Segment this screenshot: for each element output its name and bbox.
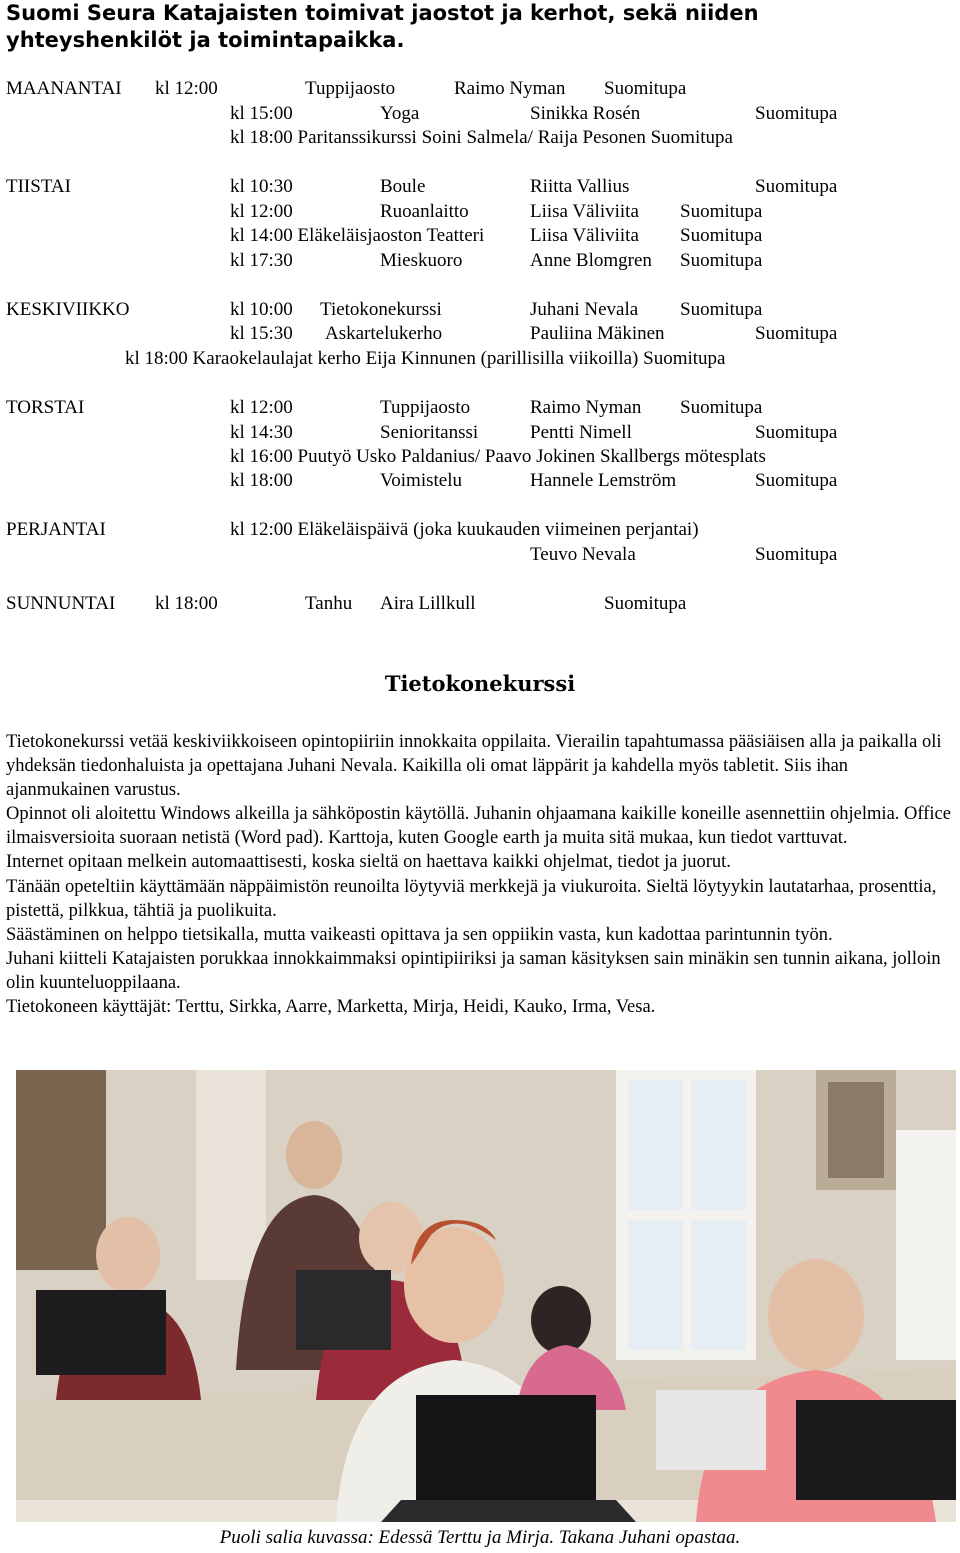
schedule-row: kl 18:00 Paritanssikurssi Soini Salmela/ Raija Pesonen Suomitupa bbox=[230, 127, 733, 148]
location: Suomitupa bbox=[755, 544, 838, 565]
contact-person: Pentti Nimell bbox=[530, 422, 632, 443]
time: kl 10:30 bbox=[230, 176, 293, 197]
page-heading: Suomi Seura Katajaisten toimivat jaostot ja kerhot, sekä niiden yhteyshenkilöt ja toimintapaikka. bbox=[6, 1, 759, 52]
article-paragraph: Opinnot oli aloitettu Windows alkeilla ja sähköpostin käytöllä. Juhanin ohjaamana kaikille koneille asennettiin ohjelmia. Office ilmaisversioita suoraan netistä (Word pad). Karttoja, kuten Google earth ja muita sitä mukaa, kun tiedot varttuvat. bbox=[6, 804, 951, 849]
contact-person: Juhani Nevala bbox=[530, 299, 639, 320]
location: Suomitupa bbox=[604, 593, 687, 614]
contact-person: Liisa Väliviita bbox=[530, 225, 639, 246]
article-body bbox=[6, 730, 956, 1019]
contact-person: Anne Blomgren bbox=[530, 250, 652, 271]
day-label: TORSTAI bbox=[6, 397, 85, 418]
location: Suomitupa bbox=[755, 323, 838, 344]
contact-person: Raimo Nyman bbox=[454, 78, 566, 99]
location: Suomitupa bbox=[755, 422, 838, 443]
location: Suomitupa bbox=[680, 397, 763, 418]
class-photo-illustration bbox=[16, 1070, 956, 1522]
day-label: SUNNUNTAI bbox=[6, 593, 116, 614]
location: Suomitupa bbox=[755, 470, 838, 491]
location: Suomitupa bbox=[755, 103, 838, 124]
group-name: Ruoanlaitto bbox=[380, 201, 469, 222]
location: Suomitupa bbox=[604, 78, 687, 99]
article-paragraph: Tänään opeteltiin käyttämään näppäimistön reunoilta löytyviä merkkejä ja viukuroita. Sieltä löytyykin lautatarhaa, prosenttia, pistettä, pilkkua, tähtiä ja puolikuita. bbox=[6, 876, 937, 921]
time: kl 18:00 bbox=[155, 593, 218, 614]
time: kl 10:00 bbox=[230, 299, 293, 320]
photo-caption: Puoli salia kuvassa: Edessä Terttu ja Mirja. Takana Juhani opastaa. bbox=[219, 1527, 741, 1548]
location: Suomitupa bbox=[680, 225, 763, 246]
location: Suomitupa bbox=[755, 176, 838, 197]
day-label: TIISTAI bbox=[6, 176, 71, 197]
contact-person: Sinikka Rosén bbox=[530, 103, 641, 124]
time: kl 15:30 bbox=[230, 323, 293, 344]
article-title: Tietokonekurssi bbox=[384, 671, 576, 696]
day-label: KESKIVIIKKO bbox=[6, 299, 130, 320]
contact-person: Hannele Lemström bbox=[530, 470, 677, 491]
location: Suomitupa bbox=[680, 299, 763, 320]
time: kl 12:00 bbox=[155, 78, 218, 99]
time-and-group: kl 14:00 Eläkeläisjaoston Teatteri bbox=[230, 225, 485, 246]
group-name: Tuppijaosto bbox=[305, 78, 396, 99]
time: kl 18:00 bbox=[230, 470, 293, 491]
contact-person: Aira Lillkull bbox=[380, 593, 476, 614]
group-name: Senioritanssi bbox=[380, 422, 479, 443]
time: kl 14:30 bbox=[230, 422, 293, 443]
contact-person: Raimo Nyman bbox=[530, 397, 642, 418]
contact-person: Riitta Vallius bbox=[530, 176, 630, 197]
group-name: Boule bbox=[380, 176, 426, 197]
group-name: Voimistelu bbox=[380, 470, 462, 491]
article-paragraph: Tietokonekurssi vetää keskiviikkoiseen opintopiiriin innokkaita oppilaita. Vierailin tapahtumassa pääsiäisen alla ja paikalla oli yhdeksän tiedonhaluista ja opettajana Juhani Nevala. Kaikilla oli omat läppärit ja kahdella myös tabletit. Siis ihan ajanmukainen varustus. bbox=[6, 732, 942, 801]
time: kl 15:00 bbox=[230, 103, 293, 124]
contact-person: Pauliina Mäkinen bbox=[530, 323, 665, 344]
time: kl 12:00 bbox=[230, 201, 293, 222]
day-label: PERJANTAI bbox=[6, 519, 106, 540]
schedule-row: kl 16:00 Puutyö Usko Paldanius/ Paavo Jokinen Skallbergs mötesplats bbox=[230, 446, 766, 467]
class-photo bbox=[16, 1070, 956, 1522]
group-name: Yoga bbox=[380, 103, 420, 124]
location: Suomitupa bbox=[680, 201, 763, 222]
contact-person: Liisa Väliviita bbox=[530, 201, 639, 222]
day-label: MAANANTAI bbox=[6, 78, 122, 99]
article-paragraph: Säästäminen on helppo tietsikalla, mutta vaikeasti opittava ja sen oppiikin vasta, kun kadottaa parintunnin työn. bbox=[6, 924, 833, 945]
event-text: kl 12:00 Eläkeläispäivä (joka kuukauden viimeinen perjantai) bbox=[230, 519, 699, 540]
time: kl 17:30 bbox=[230, 250, 293, 271]
group-name: Tanhu bbox=[305, 593, 353, 614]
group-name: Tuppijaosto bbox=[380, 397, 471, 418]
location: Suomitupa bbox=[680, 250, 763, 271]
time: kl 12:00 bbox=[230, 397, 293, 418]
group-name: Mieskuoro bbox=[380, 250, 463, 271]
article-paragraph: Internet opitaan melkein automaattisesti, koska sieltä on haettava kaikki ohjelmat, tiedot ja juorut. bbox=[6, 852, 731, 873]
contact-person: Teuvo Nevala bbox=[530, 544, 636, 565]
group-name: Tietokonekurssi bbox=[320, 299, 442, 320]
group-name: Askartelukerho bbox=[325, 323, 443, 344]
schedule-row: kl 18:00 Karaokelaulajat kerho Eija Kinnunen (parillisilla viikoilla) Suomitupa bbox=[125, 348, 726, 369]
article-paragraph: Tietokoneen käyttäjät: Terttu, Sirkka, Aarre, Marketta, Mirja, Heidi, Kauko, Irma, Vesa. bbox=[6, 997, 656, 1018]
article-paragraph: Juhani kiitteli Katajaisten porukkaa innokkaimmaksi opintipiiriksi ja saman käsityksen sain minäkin sen tunnin aikana, jolloin olin kuunteluoppilaana. bbox=[6, 948, 941, 993]
